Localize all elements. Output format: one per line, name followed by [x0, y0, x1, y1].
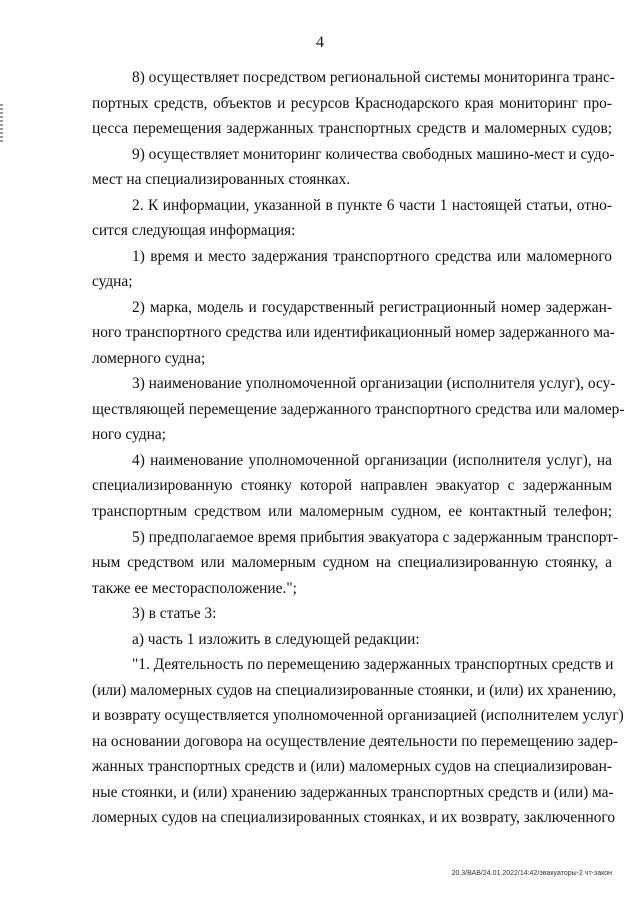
text-line: судна;	[92, 273, 133, 290]
text-line: ного транспортного средства или идентификационный номер задержанного ма-	[92, 324, 615, 341]
text-line: и возврату осуществляется уполномоченной организацией (исполнителем услуг)	[92, 707, 624, 724]
text-line: "1. Деятельность по перемещению задержанных транспортных средств и	[132, 656, 614, 673]
text-line: а) часть 1 изложить в следующей редакции:	[132, 631, 420, 648]
text-line: 1) время и место задержания транспортного средства или маломерного	[132, 248, 612, 265]
text-line: транспортным средством или маломерным судном, ее контактный телефон;	[92, 503, 612, 520]
text-line: ломерного судна;	[92, 350, 206, 367]
text-line: ломерных судов на специализированных стоянках, и их возврату, заключенного	[92, 809, 616, 826]
text-line: специализированную стоянку которой направлен эвакуатор с задержанным	[92, 477, 612, 494]
text-line: (или) маломерных судов на специализированные стоянки, и (или) их хранению,	[92, 682, 617, 699]
text-line: также ее месторасположение.";	[92, 580, 297, 597]
text-line: жанных транспортных средств и (или) маломерных судов на специализирован-	[92, 758, 612, 775]
text-line: ные стоянки, и (или) хранению задержанных транспортных средств и (или) ма-	[92, 784, 614, 801]
text-line: 3) в статье 3:	[132, 605, 217, 622]
page-number: 4	[316, 34, 324, 51]
text-line: ного судна;	[92, 426, 166, 443]
text-line: цесса перемещения задержанных транспортных средств и маломерных судов;	[92, 120, 612, 137]
text-line: 2. К информации, указанной в пункте 6 части 1 настоящей статьи, отно-	[132, 197, 612, 214]
text-line: сится следующая информация:	[92, 222, 296, 239]
text-line: 9) осуществляет мониторинг количества свободных машино-мест и судо-	[132, 146, 615, 163]
text-line: 3) наименование уполномоченной организации (исполнителя услуг), осу-	[132, 375, 616, 392]
text-line: 8) осуществляет посредством региональной системы мониторинга транс-	[132, 69, 615, 86]
text-line: ществляющей перемещение задержанного транспортного средства или маломер-	[92, 401, 625, 418]
text-line: на основании договора на осуществление деятельности по перемещению задер-	[92, 733, 619, 750]
text-line: 4) наименование уполномоченной организации (исполнителя услуг), на	[132, 452, 612, 469]
text-line: ным средством или маломерным судном на специализированную стоянку, а	[92, 554, 612, 571]
text-line: 5) предполагаемое время прибытия эвакуатора с задержанным транспорт-	[132, 529, 619, 546]
text-line: 2) марка, модель и государственный регистрационный номер задержан-	[132, 299, 612, 316]
text-line: мест на специализированных стоянках.	[92, 171, 351, 188]
document-footer: 20.3/ВАВ/24.01.2022/14:42/эвакуаторы-2 чт-закон	[451, 870, 612, 877]
text-line: портных средств, объектов и ресурсов Краснодарского края мониторинг про-	[92, 95, 612, 112]
margin-mark	[0, 104, 3, 142]
